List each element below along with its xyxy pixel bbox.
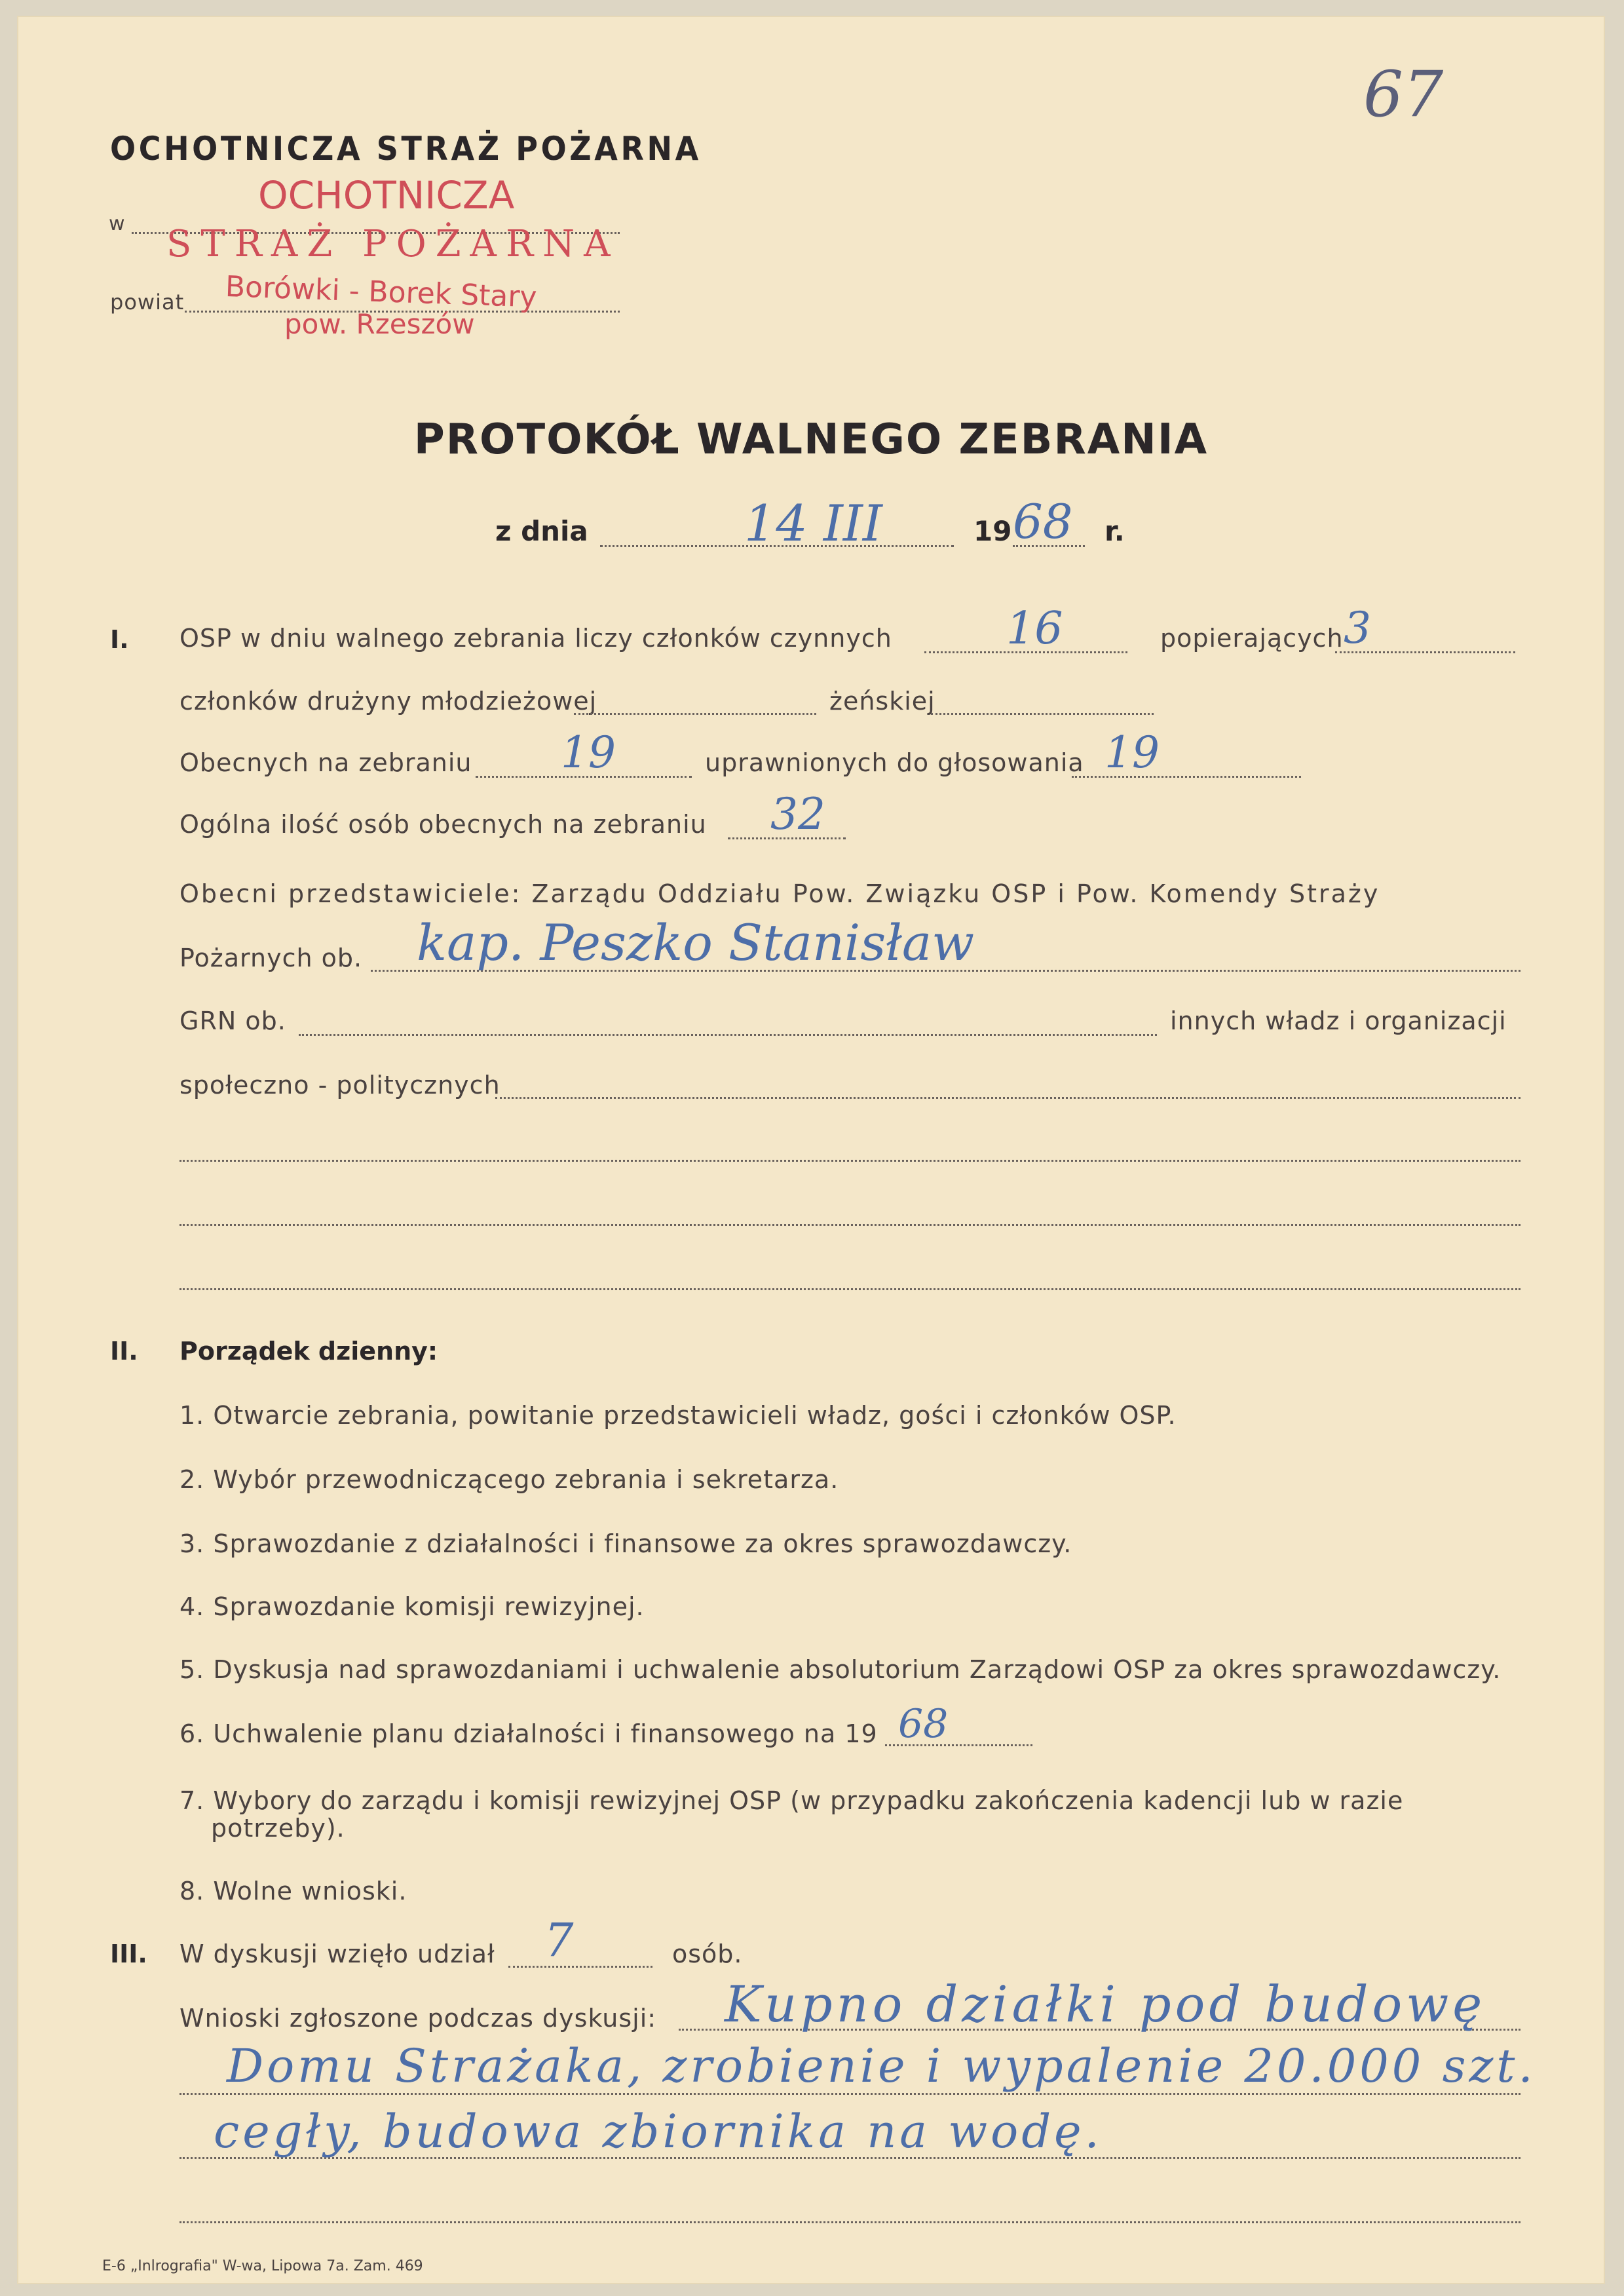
motions-text-3: cegły, budowa zbiornika na wodę. xyxy=(214,2105,1103,2158)
stamp-line2: STRAŻ POŻARNA xyxy=(166,223,620,265)
date-value: 14 III xyxy=(744,494,882,552)
grn-line xyxy=(299,1034,1157,1036)
page-number: 67 xyxy=(1363,58,1444,131)
stamp-line1: OCHOTNICZA xyxy=(258,173,515,218)
agenda-item-7-cont: potrzeby). xyxy=(211,1814,345,1843)
social-political-label: społeczno - politycznych xyxy=(179,1071,500,1100)
plan-year-value: 68 xyxy=(898,1701,949,1747)
fire-brigade-label: Pożarnych ob. xyxy=(179,944,363,972)
participants-suffix: osób. xyxy=(672,1940,743,1968)
female-line xyxy=(931,713,1154,715)
blank-line-3 xyxy=(179,1288,1520,1290)
section3-numeral: III. xyxy=(110,1940,147,1968)
supporting-value: 3 xyxy=(1344,603,1371,653)
section2-numeral: II. xyxy=(110,1337,138,1366)
representatives-label: Obecni przedstawiciele: Zarządu Oddziału Pow. Związku OSP i Pow. Komendy Straży xyxy=(179,879,1380,908)
participants-line xyxy=(508,1966,652,1968)
motions-text-1: Kupno działki pod budowę xyxy=(725,1975,1486,2033)
youth-team-line xyxy=(574,713,816,715)
date-prefix: z dnia xyxy=(495,515,588,547)
voting-value: 19 xyxy=(1105,727,1160,778)
date-suffix: r. xyxy=(1105,515,1125,547)
form-page xyxy=(17,16,1605,2284)
section1-numeral: I. xyxy=(110,625,129,654)
agenda-item-4: 4. Sprawozdanie komisji rewizyjnej. xyxy=(179,1592,645,1621)
year-value: 68 xyxy=(1013,494,1073,549)
stamp-line4: pow. Rzeszów xyxy=(284,308,475,340)
motions-line-4 xyxy=(179,2221,1520,2223)
present-value: 19 xyxy=(561,727,616,778)
present-label: Obecnych na zebraniu xyxy=(179,748,472,777)
youth-team-label: członków drużyny młodzieżowej xyxy=(179,687,597,716)
blank-line-1 xyxy=(179,1160,1520,1162)
agenda-item-8: 8. Wolne wnioski. xyxy=(179,1877,407,1905)
printer-imprint: E-6 „Inlrografia" W-wa, Lipowa 7a. Zam. 469 xyxy=(102,2258,423,2274)
motions-text-2: Domu Strażaka, zrobienie i wypalenie 20.000 szt. xyxy=(227,2039,1536,2093)
agenda-item-3: 3. Sprawozdanie z działalności i finansowe za okres sprawozdawczy. xyxy=(179,1529,1072,1558)
stamp-line3: Borówki - Borek Stary xyxy=(225,270,538,315)
org-heading: OCHOTNICZA STRAŻ POŻARNA xyxy=(110,130,702,168)
total-present-value: 32 xyxy=(770,789,825,839)
year-prefix: 19 xyxy=(973,515,1012,547)
female-label: żeńskiej xyxy=(829,687,935,716)
page-title: PROTOKÓŁ WALNEGO ZEBRANIA xyxy=(413,415,1209,464)
grn-label: GRN ob. xyxy=(179,1006,286,1035)
motions-line-2 xyxy=(179,2093,1520,2095)
agenda-item-6: 6. Uchwalenie planu działalności i finansowego na 19 xyxy=(179,1719,878,1748)
other-authorities-label: innych władz i organizacji xyxy=(1170,1006,1507,1035)
members-active-label: OSP w dniu walnego zebrania liczy członków czynnych xyxy=(179,624,892,653)
w-label: w xyxy=(109,212,126,235)
members-active-value: 16 xyxy=(1006,603,1063,655)
fire-brigade-value: kap. Peszko Stanisław xyxy=(417,913,975,972)
participants-label: W dyskusji wzięło udział xyxy=(179,1940,495,1968)
agenda-item-7: 7. Wybory do zarządu i komisji rewizyjnej OSP (w przypadku zakończenia kadencji lub w razie xyxy=(179,1786,1404,1815)
participants-value: 7 xyxy=(544,1913,574,1967)
powiat-label: powiat xyxy=(110,290,185,315)
agenda-item-1: 1. Otwarcie zebrania, powitanie przedstawicieli władz, gości i członków OSP. xyxy=(179,1401,1177,1430)
social-political-line xyxy=(495,1097,1520,1099)
agenda-item-2: 2. Wybór przewodniczącego zebrania i sekretarza. xyxy=(179,1465,839,1494)
motions-label: Wnioski zgłoszone podczas dyskusji: xyxy=(179,2004,657,2033)
agenda-item-5: 5. Dyskusja nad sprawozdaniami i uchwalenie absolutorium Zarządowi OSP za okres sprawozdawczy. xyxy=(179,1655,1501,1684)
blank-line-2 xyxy=(179,1224,1520,1226)
voting-label: uprawnionych do głosowania xyxy=(705,748,1084,777)
total-present-label: Ogólna ilość osób obecnych na zebraniu xyxy=(179,810,707,839)
agenda-heading: Porządek dzienny: xyxy=(179,1337,438,1366)
supporting-label: popierających xyxy=(1160,624,1344,653)
